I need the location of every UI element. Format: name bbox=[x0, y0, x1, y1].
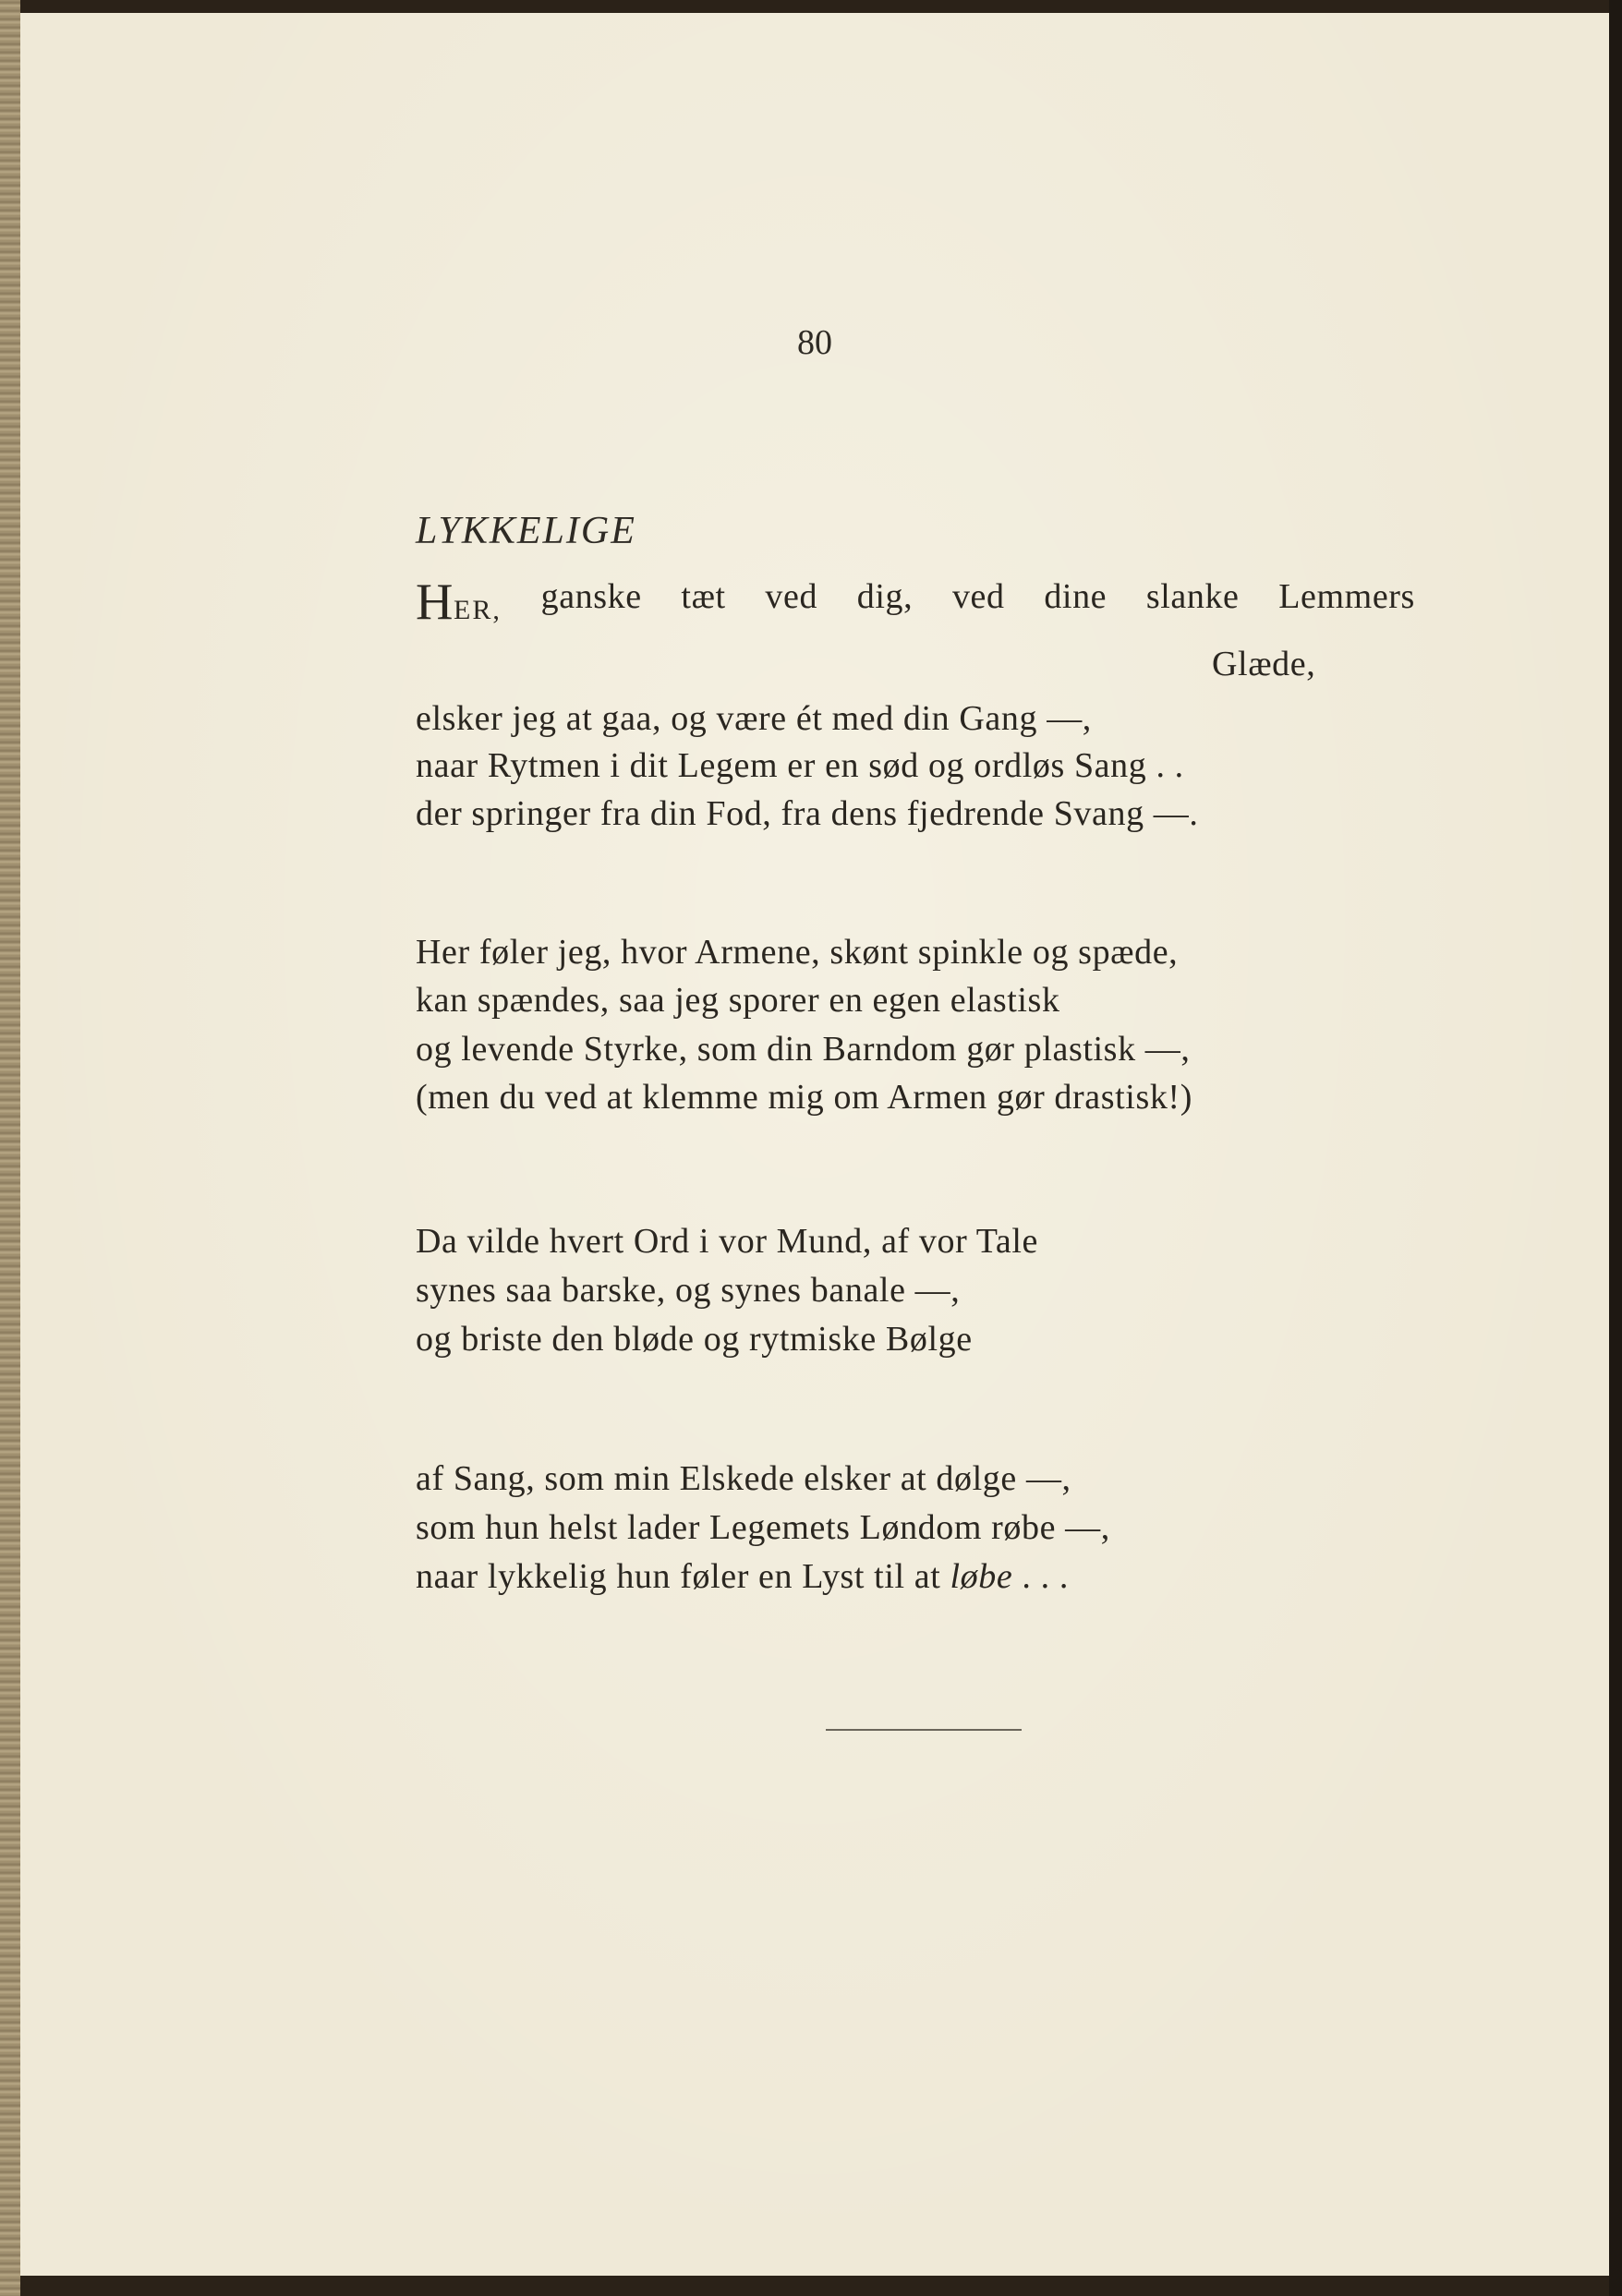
word: Lemmers bbox=[1278, 577, 1415, 616]
last-line-text: naar lykkelig hun føler en Lyst til at bbox=[416, 1557, 941, 1596]
book-page bbox=[20, 13, 1609, 2276]
word: dig, bbox=[856, 577, 914, 616]
book-gutter-shadow bbox=[1609, 0, 1622, 2296]
first-line-continuation: Glæde, bbox=[1212, 645, 1316, 683]
book-binding-edge bbox=[0, 0, 20, 2296]
word: dine bbox=[1044, 577, 1108, 616]
poem-title: LYKKELIGE bbox=[416, 510, 636, 552]
poem-line: (men du ved at klemme mig om Armen gør drastisk!) bbox=[416, 1078, 1192, 1117]
poem-line: elsker jeg at gaa, og være ét med din Gang —, bbox=[416, 699, 1092, 738]
ellipsis: . . . bbox=[1012, 1557, 1069, 1596]
word: tæt bbox=[681, 577, 726, 616]
word: ved bbox=[951, 577, 1005, 616]
italic-word: løbe bbox=[950, 1557, 1013, 1596]
poem-line: af Sang, som min Elskede elsker at dølge —, bbox=[416, 1459, 1071, 1498]
poem-line: Da vilde hvert Ord i vor Mund, af vor Tale bbox=[416, 1222, 1039, 1261]
dropcap-letter: H bbox=[416, 574, 454, 631]
poem-line: som hun helst lader Legemets Løndom røbe —, bbox=[416, 1508, 1110, 1547]
poem-line: kan spændes, saa jeg sporer en egen elastisk bbox=[416, 981, 1060, 1020]
poem-line: Her føler jeg, hvor Armene, skønt spinkle og spæde, bbox=[416, 933, 1179, 972]
end-rule bbox=[826, 1729, 1022, 1731]
poem-line: naar Rytmen i dit Legem er en sød og ordløs Sang . . bbox=[416, 746, 1184, 785]
poem-line: og levende Styrke, som din Barndom gør plastisk —, bbox=[416, 1030, 1191, 1069]
poem-first-line bbox=[416, 574, 1415, 631]
poem-last-line bbox=[416, 1556, 1069, 1597]
poem-line: synes saa barske, og synes banale —, bbox=[416, 1271, 961, 1310]
word: ved bbox=[765, 577, 818, 616]
smallcaps-text: ER, bbox=[454, 595, 502, 625]
word: ganske bbox=[540, 577, 642, 616]
first-word bbox=[416, 574, 502, 631]
poem-line: og briste den bløde og rytmiske Bølge bbox=[416, 1320, 973, 1359]
word: slanke bbox=[1145, 577, 1240, 616]
poem-line: der springer fra din Fod, fra dens fjedrende Svang —. bbox=[416, 794, 1199, 833]
page-number: 80 bbox=[797, 323, 832, 362]
